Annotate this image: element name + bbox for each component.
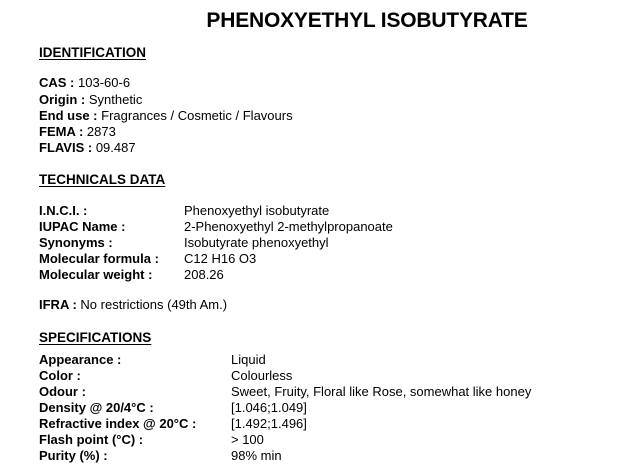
- technicals-value: Isobutyrate phenoxyethyl: [184, 235, 329, 250]
- technicals-label: IUPAC Name :: [39, 219, 126, 234]
- specifications-label: Color :: [39, 368, 81, 383]
- technicals-value: Phenoxyethyl isobutyrate: [184, 203, 330, 218]
- technicals-label: I.N.C.I. :: [39, 203, 88, 218]
- identification-item-origin: [39, 92, 142, 108]
- specifications-value: [1.492;1.496]: [231, 416, 307, 431]
- technicals-value: 2-Phenoxyethyl 2-methylpropanoate: [184, 219, 393, 234]
- ifra-label: IFRA :: [39, 297, 77, 312]
- specifications-label: Density @ 20/4°C :: [39, 400, 154, 415]
- ifra-line: [39, 297, 227, 313]
- specifications-label: Refractive index @ 20°C :: [39, 416, 197, 431]
- technicals-heading: TECHNICALS DATA: [39, 172, 166, 187]
- identification-item-flavis: [39, 140, 136, 156]
- specifications-value: Colourless: [231, 368, 293, 383]
- specifications-value: 98% min: [231, 448, 282, 463]
- specifications-value: Sweet, Fruity, Floral like Rose, somewhat like honey: [231, 384, 532, 399]
- specifications-value: Liquid: [231, 352, 266, 367]
- technicals-label: Molecular formula :: [39, 251, 159, 266]
- technicals-value: 208.26: [184, 267, 224, 282]
- identification-value: 103-60-6: [78, 75, 131, 90]
- identification-value: 2873: [86, 124, 116, 139]
- technicals-value: C12 H16 O3: [184, 251, 257, 266]
- identification-value: 09.487: [95, 140, 136, 155]
- identification-heading: IDENTIFICATION: [39, 45, 146, 60]
- specifications-value: > 100: [231, 432, 264, 447]
- identification-label: FLAVIS :: [39, 140, 93, 155]
- identification-label: CAS :: [39, 75, 75, 90]
- specifications-label: Odour :: [39, 384, 86, 399]
- identification-value: Synthetic: [88, 92, 143, 107]
- identification-label: FEMA :: [39, 124, 84, 139]
- identification-label: Origin :: [39, 92, 86, 107]
- document-title: PHENOXYETHYL ISOBUTYRATE: [206, 9, 528, 32]
- identification-item-end-use: [39, 108, 293, 124]
- specifications-label: Purity (%) :: [39, 448, 108, 463]
- ifra-value: No restrictions (49th Am.): [80, 297, 228, 312]
- technicals-label: Molecular weight :: [39, 267, 153, 282]
- specifications-label: Flash point (°C) :: [39, 432, 144, 447]
- identification-item-fema: [39, 124, 116, 140]
- technicals-label: Synonyms :: [39, 235, 113, 250]
- specifications-heading: SPECIFICATIONS: [39, 330, 152, 345]
- specifications-value: [1.046;1.049]: [231, 400, 307, 415]
- identification-item-cas: [39, 75, 130, 91]
- identification-value: Fragrances / Cosmetic / Flavours: [101, 108, 293, 123]
- identification-label: End use :: [39, 108, 98, 123]
- specifications-label: Appearance :: [39, 352, 122, 367]
